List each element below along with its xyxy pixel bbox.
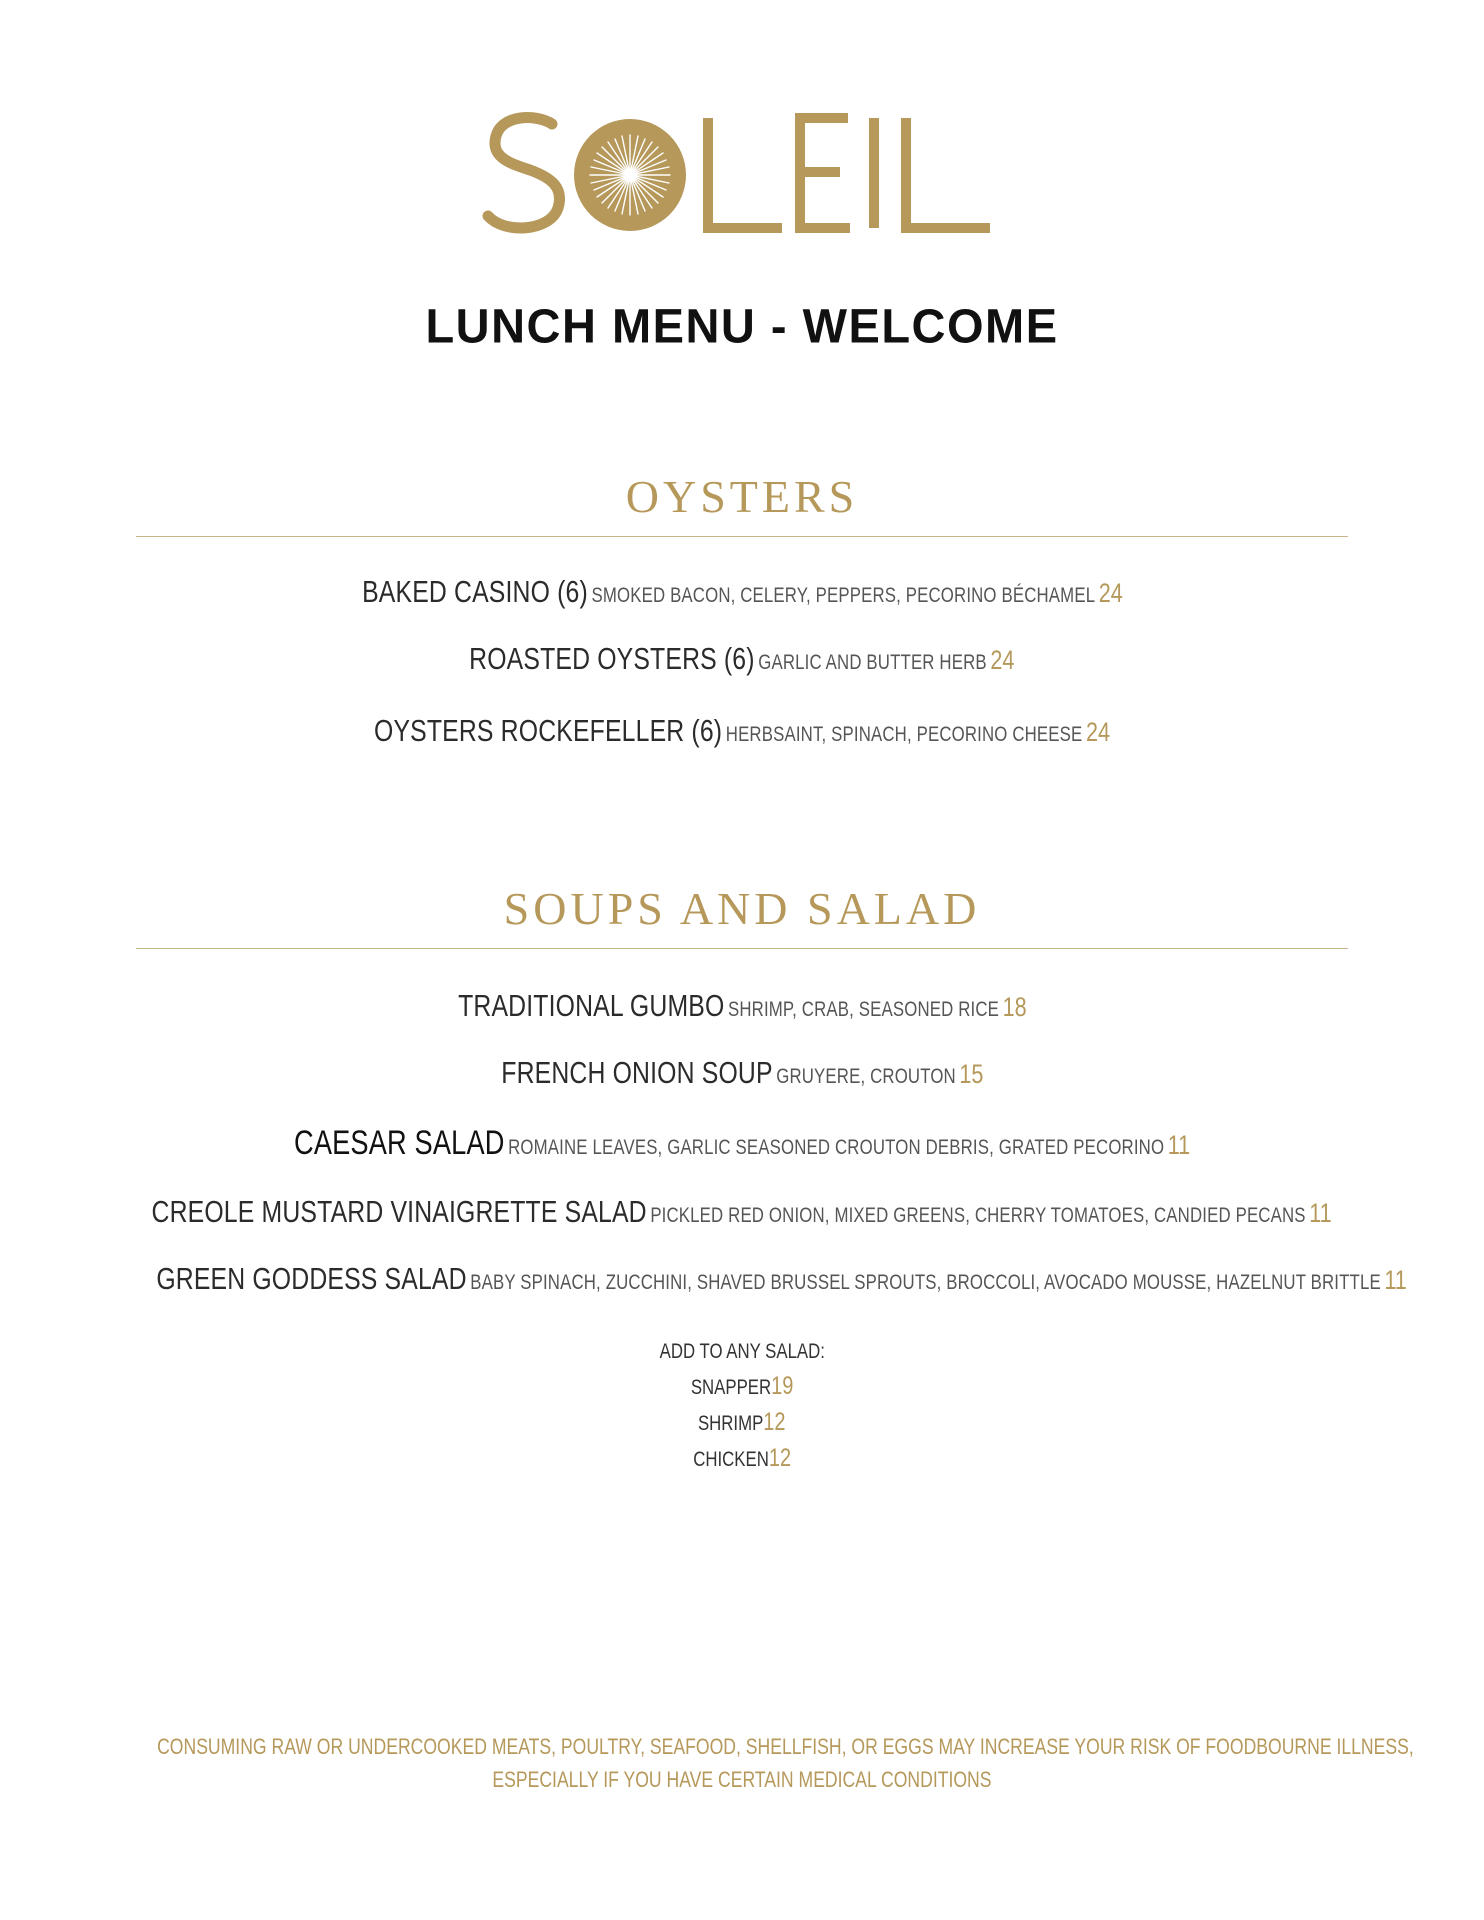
menu-item-creole-mustard-vinaigrette-salad [0, 1194, 1484, 1230]
section-title-oysters: OYSTERS [625, 471, 859, 522]
addon-price: 19 [771, 1372, 794, 1400]
health-notice-line-2 [0, 1767, 1484, 1793]
item-name: FRENCH ONION SOUP [500, 1055, 773, 1090]
item-price: 24 [1098, 578, 1123, 608]
item-price: 24 [990, 645, 1015, 675]
item-name: BAKED CASINO (6) [361, 574, 588, 609]
addon-name: CHICKEN [693, 1448, 769, 1471]
item-price: 11 [1384, 1265, 1407, 1295]
brand-logo [0, 100, 1484, 240]
item-name: CREOLE MUSTARD VINAIGRETTE SALAD [151, 1194, 648, 1229]
item-description: HERBSAINT, SPINACH, PECORINO CHEESE [725, 723, 1083, 746]
item-name: CAESAR SALAD [293, 1124, 505, 1162]
addon-label [0, 1340, 1484, 1364]
section-divider [136, 948, 1348, 949]
item-price: 11 [1309, 1198, 1333, 1228]
item-description: ROMAINE LEAVES, GARLIC SEASONED CROUTON DEBRIS, GRATED PECORINO [508, 1136, 1165, 1159]
item-description: GARLIC AND BUTTER HERB [758, 651, 987, 674]
item-name: GREEN GODDESS SALAD [156, 1261, 467, 1296]
addon-name: SNAPPER [690, 1376, 772, 1399]
item-price: 18 [1002, 992, 1027, 1022]
item-name: ROASTED OYSTERS (6) [469, 641, 755, 676]
addon-name: SHRIMP [698, 1412, 764, 1435]
section-title-soups-and-salad: SOUPS AND SALAD [503, 883, 981, 934]
item-price: 15 [959, 1059, 984, 1089]
item-price: 11 [1167, 1130, 1191, 1160]
item-description: SHRIMP, CRAB, SEASONED RICE [727, 998, 999, 1021]
menu-item-green-goddess-salad [0, 1261, 1484, 1297]
addon-price: 12 [763, 1408, 786, 1436]
item-price: 24 [1085, 717, 1110, 747]
page-title: LUNCH MENU - WELCOME [425, 298, 1059, 353]
item-description: SMOKED BACON, CELERY, PEPPERS, PECORINO BÉCHAMEL [591, 584, 1095, 607]
menu-item-oysters-rockefeller [0, 713, 1484, 749]
addon-item-chicken [0, 1444, 1484, 1473]
item-description: GRUYERE, CROUTON [775, 1065, 956, 1088]
menu-item-roasted-oysters [0, 641, 1484, 677]
item-description: PICKLED RED ONION, MIXED GREENS, CHERRY TOMATOES, CANDIED PECANS [650, 1204, 1307, 1227]
menu-item-traditional-gumbo [0, 988, 1484, 1024]
item-name: OYSTERS ROCKEFELLER (6) [373, 713, 723, 748]
addon-item-shrimp [0, 1408, 1484, 1437]
addon-heading: ADD TO ANY SALAD: [659, 1340, 825, 1363]
menu-item-baked-casino [0, 574, 1484, 610]
sun-burst-icon [574, 119, 686, 231]
health-notice-text: ESPECIALLY IF YOU HAVE CERTAIN MEDICAL CONDITIONS [492, 1767, 992, 1792]
addon-item-snapper [0, 1372, 1484, 1401]
addon-price: 12 [768, 1444, 791, 1472]
item-description: BABY SPINACH, ZUCCHINI, SHAVED BRUSSEL SPROUTS, BROCCOLI, AVOCADO MOUSSE, HAZELNUT BRITTLE [470, 1271, 1381, 1294]
menu-item-french-onion-soup [0, 1055, 1484, 1091]
brand-logo-image [482, 100, 1002, 240]
health-notice-line-1 [0, 1734, 1484, 1760]
item-name: TRADITIONAL GUMBO [457, 988, 725, 1023]
health-notice-text: CONSUMING RAW OR UNDERCOOKED MEATS, POULTRY, SEAFOOD, SHELLFISH, OR EGGS MAY INCREASE YOUR RISK OF FOODBOURNE ILLNESS, [157, 1734, 1414, 1759]
menu-item-caesar-salad [0, 1124, 1484, 1163]
section-divider [136, 536, 1348, 537]
